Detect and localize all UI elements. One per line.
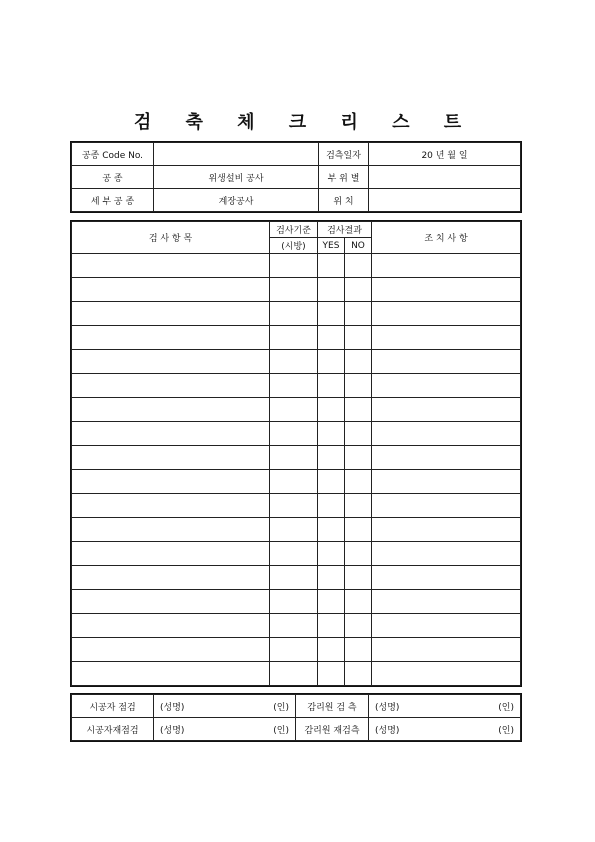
item-cell[interactable] xyxy=(72,254,270,278)
standard-cell[interactable] xyxy=(270,590,318,614)
action-cell[interactable] xyxy=(372,350,521,374)
standard-cell[interactable] xyxy=(270,278,318,302)
no-cell[interactable] xyxy=(345,422,372,446)
no-cell[interactable] xyxy=(345,662,372,686)
supervisor-reinspect-seal: (인) xyxy=(479,718,521,741)
table-row xyxy=(72,278,521,302)
action-cell[interactable] xyxy=(372,254,521,278)
standard-cell[interactable] xyxy=(270,542,318,566)
yes-cell[interactable] xyxy=(318,518,345,542)
no-cell[interactable] xyxy=(345,278,372,302)
inspection-date-field[interactable]: 20 년 월 일 xyxy=(369,143,521,166)
table-row xyxy=(72,326,521,350)
item-cell[interactable] xyxy=(72,494,270,518)
page-title: 검 축 체 크 리 스 트 xyxy=(133,112,476,133)
item-cell[interactable] xyxy=(72,302,270,326)
action-cell[interactable] xyxy=(372,302,521,326)
contractor-check-name[interactable]: (성명) xyxy=(154,695,254,718)
yes-cell[interactable] xyxy=(318,350,345,374)
yes-cell[interactable] xyxy=(318,302,345,326)
item-cell[interactable] xyxy=(72,542,270,566)
supervisor-inspect-name[interactable]: (성명) xyxy=(369,695,479,718)
supervisor-reinspect-name[interactable]: (성명) xyxy=(369,718,479,741)
header-result: 검사결과 xyxy=(318,222,372,238)
table-row xyxy=(72,422,521,446)
item-cell[interactable] xyxy=(72,614,270,638)
table-row xyxy=(72,374,521,398)
signature-row-1 xyxy=(72,695,521,718)
action-cell[interactable] xyxy=(372,662,521,686)
table-row xyxy=(72,494,521,518)
action-cell[interactable] xyxy=(372,326,521,350)
yes-cell[interactable] xyxy=(318,638,345,662)
item-cell[interactable] xyxy=(72,518,270,542)
header-yes: YES xyxy=(318,238,345,254)
yes-cell[interactable] xyxy=(318,254,345,278)
table-row xyxy=(72,254,521,278)
standard-cell[interactable] xyxy=(270,398,318,422)
header-no: NO xyxy=(345,238,372,254)
no-cell[interactable] xyxy=(345,326,372,350)
contractor-recheck-name[interactable]: (성명) xyxy=(154,718,254,741)
table-row xyxy=(72,446,521,470)
table-row xyxy=(72,302,521,326)
part-label: 부 위 별 xyxy=(319,166,369,189)
detail-work-label: 세 부 공 종 xyxy=(72,189,154,212)
no-cell[interactable] xyxy=(345,590,372,614)
header-item: 검 사 항 목 xyxy=(72,222,270,254)
standard-cell[interactable] xyxy=(270,350,318,374)
code-value-field[interactable] xyxy=(154,143,319,166)
yes-cell[interactable] xyxy=(318,662,345,686)
yes-cell[interactable] xyxy=(318,398,345,422)
no-cell[interactable] xyxy=(345,350,372,374)
yes-cell[interactable] xyxy=(318,494,345,518)
table-row xyxy=(72,566,521,590)
action-cell[interactable] xyxy=(372,374,521,398)
no-cell[interactable] xyxy=(345,398,372,422)
location-label: 위 치 xyxy=(319,189,369,212)
yes-cell[interactable] xyxy=(318,614,345,638)
standard-cell[interactable] xyxy=(270,302,318,326)
yes-cell[interactable] xyxy=(318,278,345,302)
contractor-check-seal: (인) xyxy=(254,695,296,718)
standard-cell[interactable] xyxy=(270,470,318,494)
standard-cell[interactable] xyxy=(270,638,318,662)
table-row xyxy=(72,350,521,374)
inspection-date-label: 검측일자 xyxy=(319,143,369,166)
action-cell[interactable] xyxy=(372,446,521,470)
action-cell[interactable] xyxy=(372,494,521,518)
supervisor-inspect-seal: (인) xyxy=(479,695,521,718)
info-row-code xyxy=(72,143,521,166)
no-cell[interactable] xyxy=(345,302,372,326)
no-cell[interactable] xyxy=(345,566,372,590)
table-row xyxy=(72,542,521,566)
no-cell[interactable] xyxy=(345,254,372,278)
standard-cell[interactable] xyxy=(270,326,318,350)
no-cell[interactable] xyxy=(345,638,372,662)
action-cell[interactable] xyxy=(372,542,521,566)
standard-cell[interactable] xyxy=(270,614,318,638)
standard-cell[interactable] xyxy=(270,566,318,590)
no-cell[interactable] xyxy=(345,614,372,638)
item-cell[interactable] xyxy=(72,446,270,470)
action-cell[interactable] xyxy=(372,614,521,638)
no-cell[interactable] xyxy=(345,470,372,494)
action-cell[interactable] xyxy=(372,422,521,446)
action-cell[interactable] xyxy=(372,590,521,614)
contractor-recheck-seal: (인) xyxy=(254,718,296,741)
table-row xyxy=(72,590,521,614)
item-cell[interactable] xyxy=(72,326,270,350)
signature-table xyxy=(71,694,521,741)
yes-cell[interactable] xyxy=(318,566,345,590)
standard-cell[interactable] xyxy=(270,494,318,518)
action-cell[interactable] xyxy=(372,566,521,590)
action-cell[interactable] xyxy=(372,398,521,422)
table-row xyxy=(72,398,521,422)
signature-row-2 xyxy=(72,718,521,741)
table-row xyxy=(72,662,521,686)
yes-cell[interactable] xyxy=(318,590,345,614)
yes-cell[interactable] xyxy=(318,470,345,494)
info-row-detail xyxy=(72,189,521,212)
header-action: 조 치 사 항 xyxy=(372,222,521,254)
yes-cell[interactable] xyxy=(318,446,345,470)
no-cell[interactable] xyxy=(345,542,372,566)
item-cell[interactable] xyxy=(72,374,270,398)
yes-cell[interactable] xyxy=(318,422,345,446)
inspection-table xyxy=(71,221,521,686)
yes-cell[interactable] xyxy=(318,542,345,566)
item-cell[interactable] xyxy=(72,662,270,686)
contractor-check-label: 시공자 점검 xyxy=(72,695,154,718)
item-cell[interactable] xyxy=(72,470,270,494)
standard-cell[interactable] xyxy=(270,662,318,686)
item-cell[interactable] xyxy=(72,422,270,446)
no-cell[interactable] xyxy=(345,518,372,542)
item-cell[interactable] xyxy=(72,638,270,662)
work-type-label: 공 종 xyxy=(72,166,154,189)
header-standard: 검사기준 xyxy=(270,222,318,238)
table-row xyxy=(72,638,521,662)
location-field[interactable] xyxy=(369,189,521,212)
standard-cell[interactable] xyxy=(270,518,318,542)
table-row xyxy=(72,614,521,638)
supervisor-reinspect-label: 감리원 재검측 xyxy=(296,718,369,741)
header-row-1 xyxy=(72,222,521,238)
supervisor-inspect-label: 감리원 검 측 xyxy=(296,695,369,718)
detail-work-value[interactable]: 계장공사 xyxy=(154,189,319,212)
contractor-recheck-label: 시공자재점검 xyxy=(72,718,154,741)
yes-cell[interactable] xyxy=(318,374,345,398)
item-cell[interactable] xyxy=(72,350,270,374)
no-cell[interactable] xyxy=(345,374,372,398)
action-cell[interactable] xyxy=(372,638,521,662)
standard-cell[interactable] xyxy=(270,446,318,470)
header-standard-spec: (시방) xyxy=(270,238,318,254)
action-cell[interactable] xyxy=(372,518,521,542)
standard-cell[interactable] xyxy=(270,422,318,446)
no-cell[interactable] xyxy=(345,446,372,470)
code-label: 공종 Code No. xyxy=(72,143,154,166)
standard-cell[interactable] xyxy=(270,374,318,398)
item-cell[interactable] xyxy=(72,398,270,422)
standard-cell[interactable] xyxy=(270,254,318,278)
part-field[interactable] xyxy=(369,166,521,189)
item-cell[interactable] xyxy=(72,278,270,302)
yes-cell[interactable] xyxy=(318,326,345,350)
item-cell[interactable] xyxy=(72,590,270,614)
info-row-work-type xyxy=(72,166,521,189)
info-table xyxy=(71,142,521,212)
table-row xyxy=(72,470,521,494)
table-row xyxy=(72,518,521,542)
item-cell[interactable] xyxy=(72,566,270,590)
action-cell[interactable] xyxy=(372,278,521,302)
no-cell[interactable] xyxy=(345,494,372,518)
work-type-value[interactable]: 위생설비 공사 xyxy=(154,166,319,189)
action-cell[interactable] xyxy=(372,470,521,494)
